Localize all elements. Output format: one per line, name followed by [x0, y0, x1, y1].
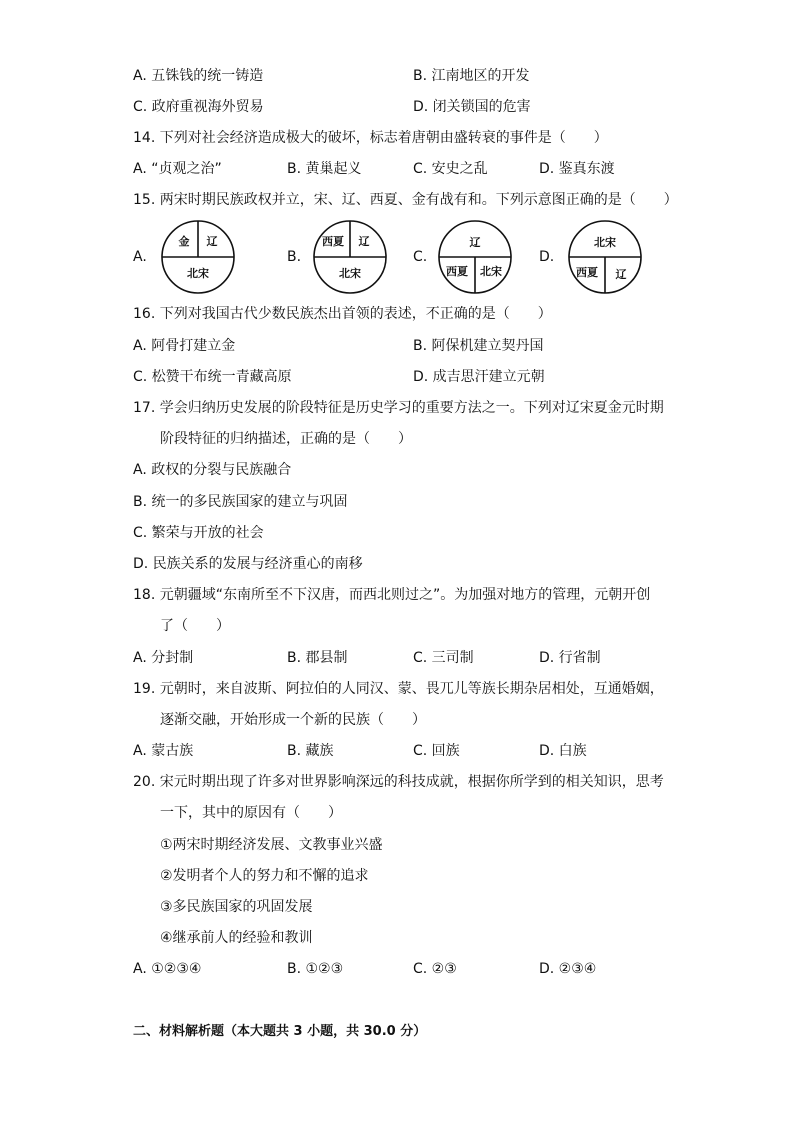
q18-option-b: B. 郡县制 [287, 650, 348, 666]
q15-c-region-3: 北宋 [480, 265, 502, 278]
q19-option-d: D. 白族 [539, 743, 587, 759]
q19-stem-line2: 逐渐交融，开始形成一个新的民族（ ） [160, 712, 426, 728]
q20-item-1: ①两宋时期经济发展、文教事业兴盛 [160, 837, 383, 853]
q18-option-d: D. 行省制 [539, 650, 601, 666]
q19-stem-line1: 19. 元朝时，来自波斯、阿拉伯的人同汉、蒙、畏兀儿等族长期杂居相处，互通婚姻， [133, 681, 664, 697]
q15-diagram-a [159, 220, 237, 298]
q20-stem-line1: 20. 宋元时期出现了许多对世界影响深远的科技成就，根据你所学到的相关知识，思考 [133, 774, 664, 790]
q20-option-d: D. ②③④ [539, 961, 597, 977]
q16-option-c: C. 松赞干布统一青藏高原 [133, 369, 292, 385]
q15-b-region-2: 辽 [358, 235, 370, 248]
q14-option-a: A. “贞观之治” [133, 161, 222, 177]
q15-option-c-label: C. [413, 249, 428, 265]
q20-stem-line2: 一下，其中的原因有（ ） [160, 805, 342, 821]
q15-stem: 15. 两宋时期民族政权并立，宋、辽、西夏、金有战有和。下列示意图正确的是（ ） [133, 192, 678, 208]
q14-option-c: C. 安史之乱 [413, 161, 488, 177]
q13-option-a: A. 五铢钱的统一铸造 [133, 68, 264, 84]
q15-b-region-1: 西夏 [322, 235, 344, 248]
q15-a-region-3: 北宋 [187, 267, 209, 280]
q16-option-a: A. 阿骨打建立金 [133, 338, 236, 354]
q18-option-c: C. 三司制 [413, 650, 474, 666]
q15-a-region-2: 辽 [206, 235, 218, 248]
q20-option-a: A. ①②③④ [133, 961, 202, 977]
q20-option-b: B. ①②③ [287, 961, 344, 977]
q15-diagram-c [436, 220, 514, 298]
q15-option-d-label: D. [539, 249, 555, 265]
q13-option-c: C. 政府重视海外贸易 [133, 99, 264, 115]
q16-option-b: B. 阿保机建立契丹国 [413, 338, 544, 354]
q15-diagram-d [566, 220, 644, 298]
q20-item-4: ④继承前人的经验和教训 [160, 930, 313, 946]
q18-stem-line1: 18. 元朝疆域“东南所至不下汉唐，而西北则过之”。为加强对地方的管理，元朝开创 [133, 587, 651, 603]
q17-option-b: B. 统一的多民族国家的建立与巩固 [133, 494, 348, 510]
q17-stem-line1: 17. 学会归纳历史发展的阶段特征是历史学习的重要方法之一。下列对辽宋夏金元时期 [133, 400, 664, 416]
q15-d-region-1: 北宋 [594, 236, 616, 249]
q17-option-d: D. 民族关系的发展与经济重心的南移 [133, 556, 363, 572]
q15-b-region-3: 北宋 [339, 267, 361, 280]
q15-d-region-2: 西夏 [576, 266, 598, 279]
q14-option-b: B. 黄巢起义 [287, 161, 362, 177]
section-heading: 二、材料解析题（本大题共 3 小题，共 30.0 分） [133, 1024, 427, 1039]
q18-option-a: A. 分封制 [133, 650, 194, 666]
q15-a-region-1: 金 [178, 235, 190, 248]
q13-option-d: D. 闭关锁国的危害 [413, 99, 531, 115]
q14-stem: 14. 下列对社会经济造成极大的破坏，标志着唐朝由盛转衰的事件是（ ） [133, 130, 608, 146]
q20-item-3: ③多民族国家的巩固发展 [160, 899, 313, 915]
q15-c-region-2: 西夏 [446, 265, 468, 278]
q20-option-c: C. ②③ [413, 961, 457, 977]
q13-option-b: B. 江南地区的开发 [413, 68, 530, 84]
q15-option-b-label: B. [287, 249, 302, 265]
q19-option-a: A. 蒙古族 [133, 743, 194, 759]
q15-c-region-1: 辽 [469, 236, 481, 249]
q18-stem-line2: 了（ ） [160, 618, 230, 634]
q20-item-2: ②发明者个人的努力和不懈的追求 [160, 868, 369, 884]
q17-option-a: A. 政权的分裂与民族融合 [133, 462, 292, 478]
q16-stem: 16. 下列对我国古代少数民族杰出首领的表述，不正确的是（ ） [133, 306, 552, 322]
q16-option-d: D. 成吉思汗建立元朝 [413, 369, 545, 385]
q14-option-d: D. 鉴真东渡 [539, 161, 615, 177]
q17-stem-line2: 阶段特征的归纳描述，正确的是（ ） [160, 431, 412, 447]
q15-diagram-b [311, 220, 389, 298]
q15-option-a-label: A. [133, 249, 147, 265]
q17-option-c: C. 繁荣与开放的社会 [133, 525, 264, 541]
q15-d-region-3: 辽 [615, 268, 627, 281]
q19-option-c: C. 回族 [413, 743, 460, 759]
q19-option-b: B. 藏族 [287, 743, 334, 759]
